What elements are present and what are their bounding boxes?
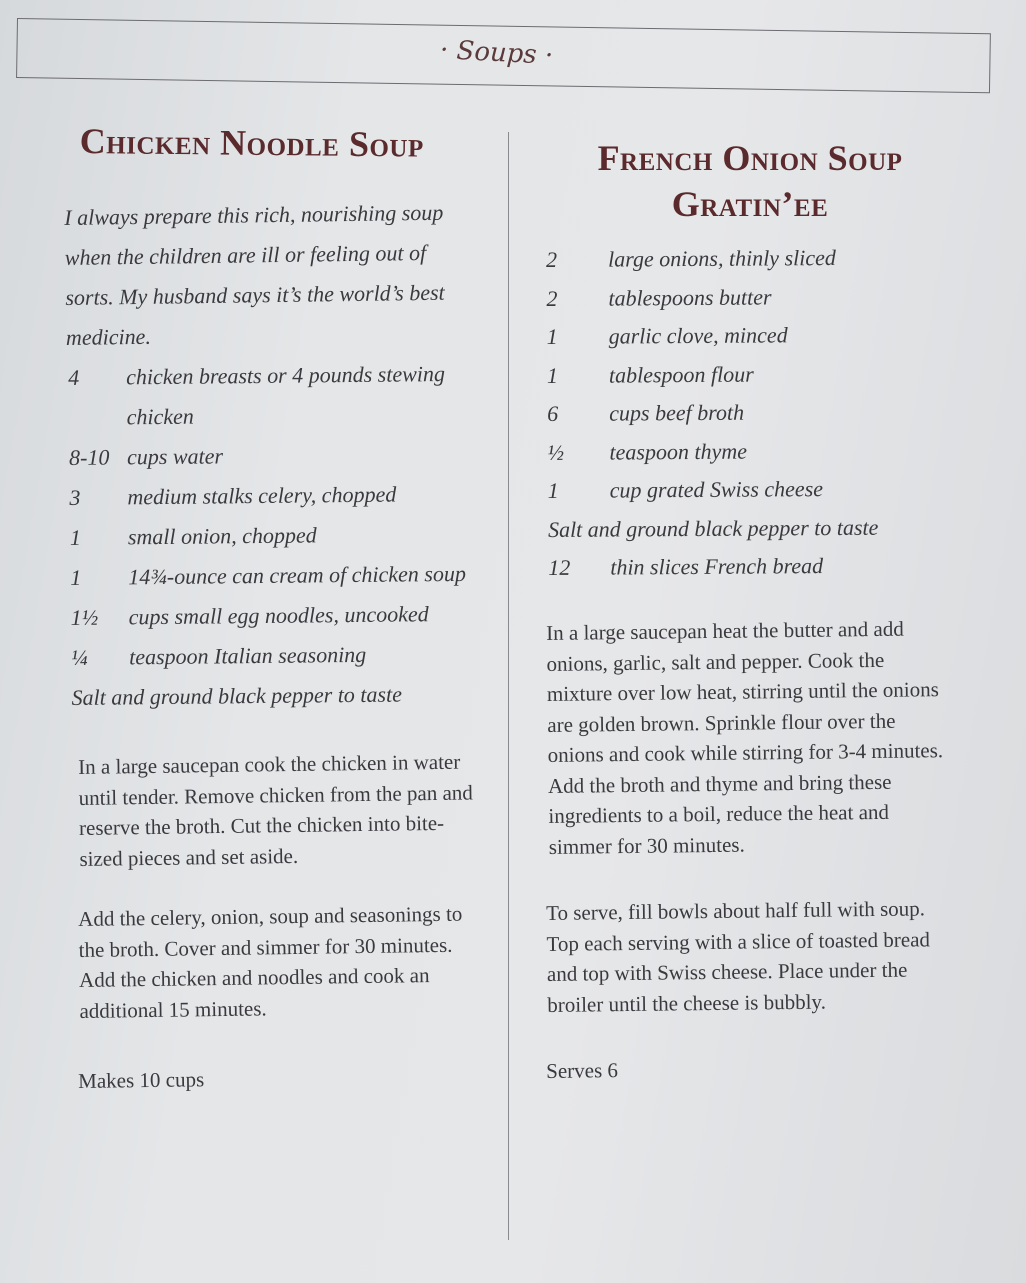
method-paragraph: Add the celery, onion, soup and seasonings to the broth. Cover and simmer for 30 minutes. Add the chicken and noodles and cook an additional 15 minutes.	[78, 901, 463, 1023]
section-title: · Soups ·	[439, 35, 554, 71]
ingredient-row	[71, 594, 495, 638]
ingredient-row	[547, 431, 961, 472]
recipe-title: Chicken Noodle Soup	[79, 120, 424, 165]
recipe-chicken-noodle-soup	[62, 120, 492, 1097]
recipe-title-line-1: French Onion Soup	[597, 138, 903, 178]
ingredient-quantity: 8-10	[68, 444, 110, 470]
ingredient-list	[546, 238, 962, 587]
ingredient-row	[70, 514, 494, 558]
ingredient-row	[547, 392, 961, 433]
ingredient-quantity: 1	[69, 524, 82, 550]
ingredient-name: tablespoons butter	[608, 283, 772, 311]
recipe-french-onion-soup	[540, 135, 960, 1086]
ingredient-row	[548, 546, 962, 587]
ingredient-name: thin slices French bread	[610, 553, 824, 580]
ingredient-name: teaspoon thyme	[609, 438, 748, 465]
ingredient-name: medium stalks celery, chopped	[127, 481, 397, 510]
ingredient-row	[548, 508, 962, 549]
ingredient-row	[69, 474, 493, 518]
recipe-intro: I always prepare this rich, nourishing soup when the children are ill or feeling out of sorts. My husband says it’s the world’s best medicine.	[64, 199, 445, 350]
ingredient-quantity: ½	[547, 439, 565, 465]
ingredient-name: garlic clove, minced	[608, 322, 788, 349]
ingredient-row	[547, 315, 961, 356]
ingredient-quantity: 4	[68, 364, 80, 390]
recipe-title-line-2: Gratin’ee	[671, 184, 829, 224]
method-paragraph: In a large saucepan heat the butter and add onions, garlic, salt and pepper. Cook the mixture over low heat, stirring until the onions are golden brown. Sprinkle flour over the onions and cook while stirring for 3-4 minutes. Add the broth and thyme and bring these ingredients to a boil, reduce the heat and simmer for 30 minutes.	[546, 616, 944, 858]
ingredient-quantity: 1	[546, 323, 558, 349]
method-paragraph: In a large saucepan cook the chicken in water until tender. Remove chicken from the pan and reserve the broth. Cut the chicken into bite-sized pieces and set aside.	[78, 749, 473, 871]
ingredient-name: Salt and ground black pepper to taste	[547, 514, 879, 542]
ingredient-name: teaspoon Italian seasoning	[129, 641, 367, 670]
ingredient-row	[71, 634, 495, 678]
ingredient-name: tablespoon flour	[608, 361, 754, 388]
ingredient-quantity: 1	[546, 362, 559, 388]
ingredient-name: 14¾-ounce can cream of chicken soup	[128, 560, 467, 590]
ingredient-quantity: 2	[546, 246, 558, 272]
ingredient-row	[546, 238, 960, 279]
ingredient-name: cup grated Swiss cheese	[609, 476, 824, 503]
ingredient-row	[546, 277, 960, 318]
ingredient-quantity: 6	[547, 400, 559, 426]
ingredient-name: small onion, chopped	[127, 522, 317, 550]
recipe-title	[540, 135, 960, 227]
ingredient-name: cups small egg noodles, uncooked	[128, 601, 429, 630]
ingredient-name: Salt and ground black pepper to taste	[71, 681, 403, 710]
ingredient-row	[71, 674, 495, 718]
ingredient-list	[68, 354, 496, 718]
ingredient-row	[68, 354, 493, 438]
ingredient-name: cups beef broth	[609, 399, 745, 426]
ingredient-name: cups water	[126, 443, 224, 470]
ingredient-name: chicken breasts or 4 pounds stewing chicken	[126, 361, 446, 430]
ingredient-row	[548, 469, 962, 510]
ingredient-row	[70, 554, 494, 598]
ingredient-quantity: 12	[548, 554, 571, 580]
ingredient-row	[547, 354, 961, 395]
recipe-yield: Makes 10 cups	[78, 1067, 205, 1093]
ingredient-quantity: ¼	[71, 644, 88, 670]
ingredient-quantity: 2	[546, 285, 558, 311]
recipe-yield: Serves 6	[546, 1057, 619, 1083]
ingredient-quantity: 1	[70, 564, 82, 590]
column-divider	[508, 132, 509, 1240]
ingredient-row	[69, 434, 493, 478]
ingredient-name: large onions, thinly sliced	[608, 244, 836, 272]
ingredient-quantity: 1½	[70, 604, 99, 630]
method-paragraph: To serve, fill bowls about half full with soup. Top each serving with a slice of toasted bread and top with Swiss cheese. Place under the broiler until the cheese is bubbly.	[546, 895, 931, 1016]
ingredient-quantity: 3	[69, 484, 81, 510]
ingredient-quantity: 1	[547, 477, 559, 503]
